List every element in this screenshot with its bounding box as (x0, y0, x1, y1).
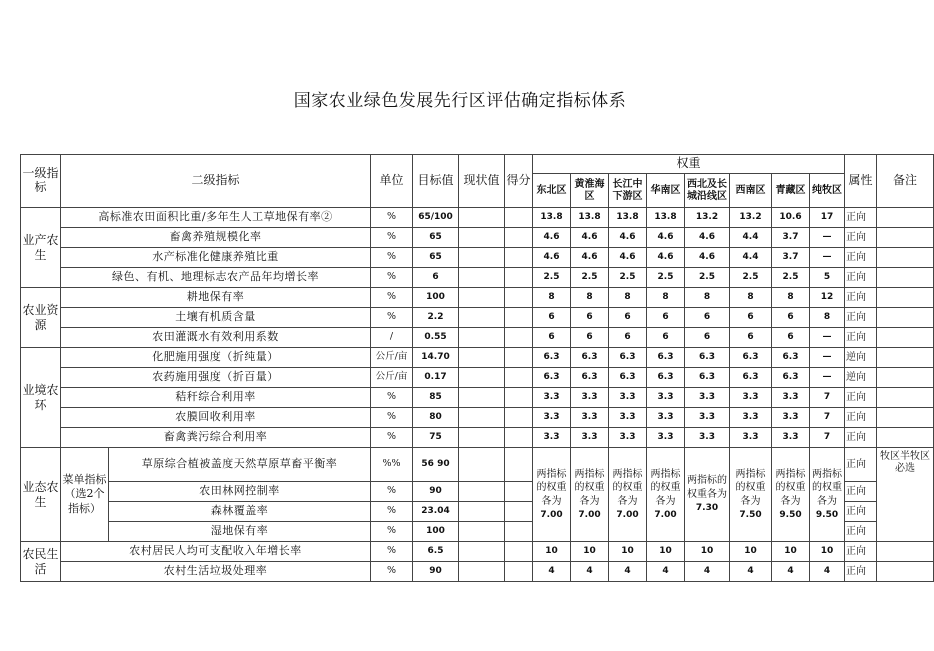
current-value-cell (459, 348, 505, 368)
weight-cell: 6 (730, 308, 772, 328)
current-value-cell (459, 408, 505, 428)
weight-cell: 5 (810, 268, 845, 288)
table-row (21, 248, 934, 268)
weight-dual-value: 9.50 (779, 510, 802, 520)
weight-cell: 8 (533, 288, 571, 308)
region-header: 西南区 (730, 174, 772, 208)
weight-cell: 4.6 (571, 248, 609, 268)
indicator-name: 水产标准化健康养殖比重 (61, 248, 371, 268)
current-value-cell (459, 448, 505, 482)
indicator-attribute: 正向 (845, 248, 877, 268)
weight-cell: 3.3 (533, 428, 571, 448)
header-current: 现状值 (459, 155, 505, 208)
score-cell (505, 428, 533, 448)
indicator-unit: % (371, 308, 413, 328)
score-cell (505, 228, 533, 248)
indicator-attribute: 正向 (845, 228, 877, 248)
weight-cell: 6.3 (571, 348, 609, 368)
weight-cell: 2.5 (772, 268, 810, 288)
table-row (21, 268, 934, 288)
weight-cell: 3.3 (772, 388, 810, 408)
weight-cell: 6 (647, 328, 685, 348)
table-row (21, 542, 934, 562)
weight-cell: 6.3 (772, 368, 810, 388)
indicator-unit: % (371, 208, 413, 228)
weight-dual-cell (609, 448, 647, 542)
table-row (21, 562, 934, 582)
score-cell (505, 308, 533, 328)
score-cell (505, 522, 533, 542)
indicator-name: 秸秆综合利用率 (61, 388, 371, 408)
indicator-unit: % (371, 502, 413, 522)
remark-cell (877, 408, 934, 428)
current-value-cell (459, 502, 505, 522)
score-cell (505, 482, 533, 502)
weight-cell: 10.6 (772, 208, 810, 228)
remark-cell (877, 368, 934, 388)
current-value-cell (459, 288, 505, 308)
indicator-name: 畜禽养殖规模化率 (61, 228, 371, 248)
table-row (21, 228, 934, 248)
table-row (21, 448, 934, 482)
weight-dual-text: 两指标的权重各为 (735, 468, 766, 507)
weight-cell: — (810, 348, 845, 368)
indicator-unit: % (371, 408, 413, 428)
weight-cell: 8 (571, 288, 609, 308)
indicator-attribute: 逆向 (845, 348, 877, 368)
weight-cell: 2.5 (533, 268, 571, 288)
weight-cell: 4.6 (647, 228, 685, 248)
current-value-cell (459, 208, 505, 228)
indicator-target: 100 (413, 522, 459, 542)
weight-cell: 3.3 (685, 428, 730, 448)
current-value-cell (459, 308, 505, 328)
table-row (21, 408, 934, 428)
indicator-unit: % (371, 482, 413, 502)
indicator-target: 75 (413, 428, 459, 448)
indicator-target: 85 (413, 388, 459, 408)
weight-cell: 8 (810, 308, 845, 328)
weight-cell: 6.3 (730, 368, 772, 388)
weight-cell: 3.3 (730, 388, 772, 408)
indicator-unit: % (371, 522, 413, 542)
remark-cell (877, 328, 934, 348)
weight-cell: 6 (533, 308, 571, 328)
indicator-unit: % (371, 268, 413, 288)
table-row (21, 428, 934, 448)
table-row (21, 328, 934, 348)
indicator-attribute: 正向 (845, 408, 877, 428)
region-header: 纯牧区 (810, 174, 845, 208)
weight-cell: — (810, 228, 845, 248)
indicator-unit: %% (371, 448, 413, 482)
remark-cell (877, 268, 934, 288)
weight-cell: 4.6 (533, 228, 571, 248)
weight-cell: 13.8 (533, 208, 571, 228)
weight-cell: 3.3 (609, 428, 647, 448)
header-score: 得分 (505, 155, 533, 208)
indicator-unit: 公斤/亩 (371, 368, 413, 388)
indicator-attribute: 正向 (845, 208, 877, 228)
score-cell (505, 348, 533, 368)
indicator-attribute: 正向 (845, 268, 877, 288)
indicator-unit: % (371, 562, 413, 582)
indicator-target: 6.5 (413, 542, 459, 562)
indicator-name: 农田林网控制率 (109, 482, 371, 502)
indicator-name: 农村生活垃圾处理率 (61, 562, 371, 582)
weight-cell: 4.6 (685, 228, 730, 248)
weight-cell: 13.8 (571, 208, 609, 228)
weight-cell: 6 (772, 328, 810, 348)
indicator-name: 畜禽粪污综合利用率 (61, 428, 371, 448)
weight-cell: 6.3 (647, 348, 685, 368)
remark-cell (877, 562, 934, 582)
current-value-cell (459, 428, 505, 448)
weight-cell: 4.6 (609, 228, 647, 248)
score-cell (505, 208, 533, 228)
score-cell (505, 408, 533, 428)
weight-cell: 6.3 (533, 348, 571, 368)
weight-cell: 10 (647, 542, 685, 562)
weight-dual-text: 两指标的权重各为 (775, 468, 806, 507)
weight-cell: 10 (772, 542, 810, 562)
weight-cell: 6.3 (533, 368, 571, 388)
weight-cell: 3.3 (730, 428, 772, 448)
weight-cell: 6 (533, 328, 571, 348)
indicator-attribute: 正向 (845, 502, 877, 522)
weight-cell: 6.3 (609, 368, 647, 388)
weight-cell: 10 (810, 542, 845, 562)
weight-cell: 3.3 (533, 388, 571, 408)
weight-cell: 4 (810, 562, 845, 582)
current-value-cell (459, 542, 505, 562)
weight-cell: 7 (810, 408, 845, 428)
indicator-attribute: 逆向 (845, 368, 877, 388)
weight-dual-text: 两指标的权重各为 (812, 468, 843, 507)
current-value-cell (459, 328, 505, 348)
score-cell (505, 248, 533, 268)
weight-dual-cell (772, 448, 810, 542)
score-cell (505, 542, 533, 562)
weight-cell: 13.2 (685, 208, 730, 228)
header-target: 目标值 (413, 155, 459, 208)
weight-cell: 4.6 (647, 248, 685, 268)
indicator-target: 56 90 (413, 448, 459, 482)
weight-dual-text: 两指标的权重各为 (536, 468, 567, 507)
indicator-target: 65/100 (413, 208, 459, 228)
weight-cell: 6 (609, 328, 647, 348)
weight-cell: 4 (533, 562, 571, 582)
weight-dual-cell (810, 448, 845, 542)
weight-cell: 10 (571, 542, 609, 562)
weight-cell: 17 (810, 208, 845, 228)
region-header: 东北区 (533, 174, 571, 208)
current-value-cell (459, 248, 505, 268)
weight-cell: 3.7 (772, 228, 810, 248)
remark-cell (877, 308, 934, 328)
remark-cell (877, 288, 934, 308)
indicator-attribute: 正向 (845, 562, 877, 582)
indicator-unit: % (371, 542, 413, 562)
weight-cell: 3.3 (533, 408, 571, 428)
weight-dual-text: 两指标的权重各为 (650, 468, 681, 507)
weight-dual-value: 7.30 (695, 503, 719, 514)
score-cell (505, 368, 533, 388)
indicator-target: 80 (413, 408, 459, 428)
header-level2: 二级指标 (61, 155, 371, 208)
weight-cell: 3.3 (730, 408, 772, 428)
weight-cell: 8 (685, 288, 730, 308)
weight-cell: 6.3 (609, 348, 647, 368)
indicator-name: 湿地保有率 (109, 522, 371, 542)
indicator-target: 0.55 (413, 328, 459, 348)
weight-cell: 6.3 (571, 368, 609, 388)
indicator-attribute: 正向 (845, 388, 877, 408)
indicator-target: 0.17 (413, 368, 459, 388)
score-cell (505, 562, 533, 582)
remark-cell (877, 208, 934, 228)
group-label: 业产农生 (21, 208, 61, 288)
indicator-attribute: 正向 (845, 428, 877, 448)
indicator-attribute: 正向 (845, 288, 877, 308)
weight-cell: 13.8 (609, 208, 647, 228)
weight-cell: 2.5 (685, 268, 730, 288)
weight-cell: 4.4 (730, 248, 772, 268)
indicator-unit: / (371, 328, 413, 348)
weight-cell: 6 (571, 308, 609, 328)
table-row (21, 348, 934, 368)
indicator-target: 2.2 (413, 308, 459, 328)
weight-cell: 8 (609, 288, 647, 308)
weight-cell: 3.3 (647, 408, 685, 428)
weight-dual-value: 7.00 (540, 510, 563, 520)
page-title: 国家农业绿色发展先行区评估确定指标体系 (293, 91, 627, 111)
weight-dual-value: 9.50 (815, 510, 839, 520)
indicator-attribute: 正向 (845, 522, 877, 542)
weight-cell: — (810, 328, 845, 348)
weight-cell: 3.3 (772, 428, 810, 448)
weight-cell: 2.5 (730, 268, 772, 288)
weight-cell: 6 (730, 328, 772, 348)
weight-cell: 10 (533, 542, 571, 562)
indicator-unit: % (371, 288, 413, 308)
weight-cell: 13.8 (647, 208, 685, 228)
weight-cell: 3.3 (685, 408, 730, 428)
weight-cell: 6.3 (685, 368, 730, 388)
weight-cell: 13.2 (730, 208, 772, 228)
weight-cell: 6 (685, 328, 730, 348)
indicator-name: 农药施用强度（折百量） (61, 368, 371, 388)
weight-cell: 4.6 (685, 248, 730, 268)
indicator-attribute: 正向 (845, 308, 877, 328)
weight-cell: 4 (730, 562, 772, 582)
score-cell (505, 328, 533, 348)
current-value-cell (459, 228, 505, 248)
region-header: 长江中下游区 (609, 174, 647, 208)
weight-cell: — (810, 248, 845, 268)
indicator-name: 耕地保有率 (61, 288, 371, 308)
weight-cell: 6.3 (647, 368, 685, 388)
weight-cell: 4 (772, 562, 810, 582)
score-cell (505, 288, 533, 308)
remark-cell (877, 248, 934, 268)
weight-cell: 3.3 (647, 428, 685, 448)
table-row (21, 308, 934, 328)
indicator-name: 农田灌溉水有效利用系数 (61, 328, 371, 348)
weight-cell: 6.3 (730, 348, 772, 368)
weight-cell: 3.3 (647, 388, 685, 408)
weight-dual-cell (685, 448, 730, 542)
weight-cell: 2.5 (609, 268, 647, 288)
weight-cell: 6 (571, 328, 609, 348)
weight-cell: 10 (609, 542, 647, 562)
menu-indicator-label: 菜单指标（选2个指标） (61, 448, 109, 542)
weight-cell: 10 (730, 542, 772, 562)
region-header: 华南区 (647, 174, 685, 208)
remark-cell (877, 428, 934, 448)
weight-cell: 6 (685, 308, 730, 328)
weight-cell: 12 (810, 288, 845, 308)
weight-dual-cell (730, 448, 772, 542)
weight-dual-text: 两指标的权重各为 (612, 468, 643, 507)
weight-cell: 6.3 (685, 348, 730, 368)
indicator-target: 90 (413, 562, 459, 582)
score-cell (505, 502, 533, 522)
header-level1: 一级指标 (21, 155, 61, 208)
weight-cell: 6 (609, 308, 647, 328)
weight-dual-text: 两指标的权重各为 (687, 475, 728, 500)
weight-cell: 4.6 (533, 248, 571, 268)
weight-dual-cell (647, 448, 685, 542)
remark-cell (877, 348, 934, 368)
indicator-unit: % (371, 428, 413, 448)
indicator-unit: 公斤/亩 (371, 348, 413, 368)
weight-cell: 3.3 (571, 428, 609, 448)
indicator-attribute: 正向 (845, 482, 877, 502)
weight-dual-cell (533, 448, 571, 542)
current-value-cell (459, 482, 505, 502)
weight-dual-value: 7.00 (616, 510, 639, 520)
current-value-cell (459, 562, 505, 582)
weight-cell: 6.3 (772, 348, 810, 368)
current-value-cell (459, 522, 505, 542)
group-label: 业境农环 (21, 348, 61, 448)
indicator-attribute: 正向 (845, 328, 877, 348)
weight-cell: 3.3 (685, 388, 730, 408)
weight-dual-value: 7.50 (739, 510, 762, 520)
header-unit: 单位 (371, 155, 413, 208)
weight-cell: 4 (647, 562, 685, 582)
region-header: 青藏区 (772, 174, 810, 208)
indicator-unit: % (371, 248, 413, 268)
indicator-target: 65 (413, 248, 459, 268)
indicator-target: 14.70 (413, 348, 459, 368)
score-cell (505, 388, 533, 408)
weight-cell: 7 (810, 428, 845, 448)
weight-cell: — (810, 368, 845, 388)
current-value-cell (459, 268, 505, 288)
header-remark: 备注 (877, 155, 934, 208)
weight-cell: 2.5 (647, 268, 685, 288)
remark-cell (877, 228, 934, 248)
score-cell (505, 448, 533, 482)
weight-dual-text: 两指标的权重各为 (574, 468, 605, 507)
indicator-attribute: 正向 (845, 542, 877, 562)
weight-cell: 3.7 (772, 248, 810, 268)
weight-cell: 10 (685, 542, 730, 562)
current-value-cell (459, 368, 505, 388)
indicator-target: 6 (413, 268, 459, 288)
group-label: 农民生活 (21, 542, 61, 582)
weight-cell: 6 (772, 308, 810, 328)
indicator-name: 土壤有机质含量 (61, 308, 371, 328)
remark-cell: 牧区半牧区必选 (877, 448, 934, 542)
indicator-attribute: 正向 (845, 448, 877, 482)
group-label: 农业资源 (21, 288, 61, 348)
group-label: 业态农生 (21, 448, 61, 542)
weight-cell: 4.4 (730, 228, 772, 248)
indicator-target: 65 (413, 228, 459, 248)
indicator-target: 90 (413, 482, 459, 502)
weight-cell: 3.3 (772, 408, 810, 428)
indicator-unit: % (371, 228, 413, 248)
indicator-name: 农村居民人均可支配收入年增长率 (61, 542, 371, 562)
table-row (21, 368, 934, 388)
weight-dual-value: 7.00 (654, 510, 677, 520)
weight-cell: 8 (730, 288, 772, 308)
weight-cell: 4 (571, 562, 609, 582)
weight-cell: 4 (685, 562, 730, 582)
indicator-target: 23.04 (413, 502, 459, 522)
indicator-table (20, 154, 934, 582)
weight-cell: 8 (772, 288, 810, 308)
table-row (21, 388, 934, 408)
table-row (21, 208, 934, 228)
indicator-target: 100 (413, 288, 459, 308)
header-attribute: 属性 (845, 155, 877, 208)
region-header: 黄淮海区 (571, 174, 609, 208)
indicator-name: 农膜回收利用率 (61, 408, 371, 428)
weight-cell: 2.5 (571, 268, 609, 288)
indicator-name: 化肥施用强度（折纯量） (61, 348, 371, 368)
indicator-name: 高标准农田面积比重/多年生人工草地保有率② (61, 208, 371, 228)
weight-cell: 4 (609, 562, 647, 582)
weight-dual-cell (571, 448, 609, 542)
region-header: 西北及长城沿线区 (685, 174, 730, 208)
weight-cell: 6 (647, 308, 685, 328)
weight-cell: 8 (647, 288, 685, 308)
weight-cell: 3.3 (571, 408, 609, 428)
weight-cell: 4.6 (609, 248, 647, 268)
remark-cell (877, 388, 934, 408)
table-row (21, 288, 934, 308)
weight-cell: 7 (810, 388, 845, 408)
weight-cell: 3.3 (609, 388, 647, 408)
indicator-name: 绿色、有机、地理标志农产品年均增长率 (61, 268, 371, 288)
indicator-unit: % (371, 388, 413, 408)
indicator-name: 草原综合植被盖度天然草原草畜平衡率 (109, 448, 371, 482)
current-value-cell (459, 388, 505, 408)
indicator-name: 森林覆盖率 (109, 502, 371, 522)
header-weight: 权重 (533, 155, 845, 174)
weight-cell: 3.3 (609, 408, 647, 428)
weight-cell: 4.6 (571, 228, 609, 248)
score-cell (505, 268, 533, 288)
weight-dual-value: 7.00 (578, 510, 601, 520)
weight-cell: 3.3 (571, 388, 609, 408)
remark-cell (877, 542, 934, 562)
